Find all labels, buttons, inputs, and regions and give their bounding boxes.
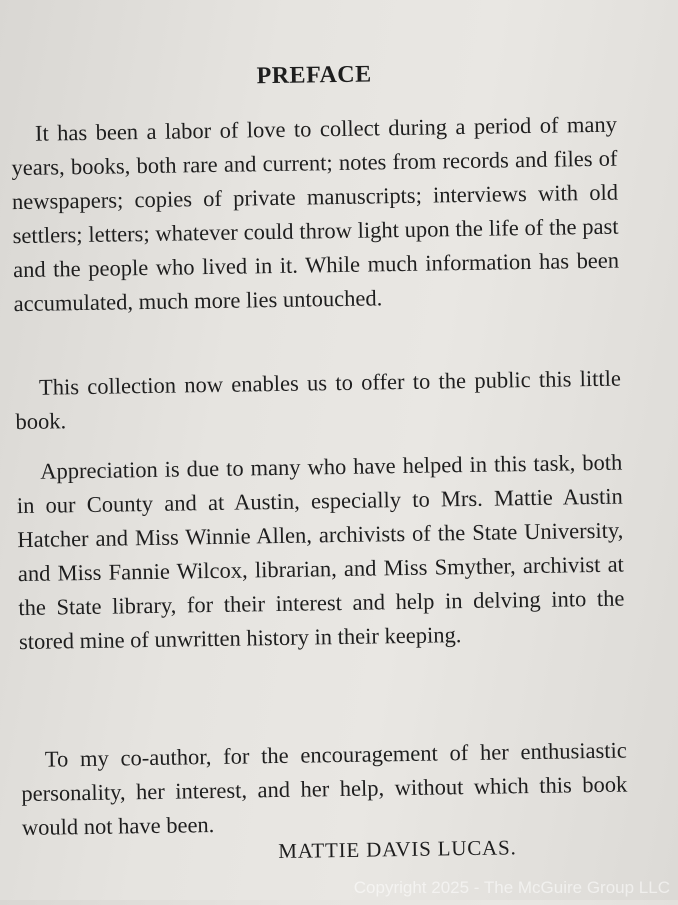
copyright-watermark: Copyright 2025 - The McGuire Group LLC bbox=[353, 878, 670, 897]
paragraph-1: It has been a labor of love to collect during a period of many years, books, both rare and current; notes from records and files of newspapers; copies of private manuscripts; interviews with old settlers; letters; whatever could throw light upon the life of the past and the people who lived in it. While much information has been accumulated, much more lies untouched. bbox=[11, 111, 620, 317]
paragraph-4: To my co-author, for the encouragement of her enthusiastic personality, her interest, and her help, without which this book would not have been. bbox=[21, 737, 628, 841]
author-signature: MATTIE DAVIS LUCAS. bbox=[278, 835, 517, 864]
paragraph-2: This collection now enables us to offer to the public this little book. bbox=[15, 365, 622, 435]
paragraph-3: Appreciation is due to many who have helped in this task, both in our County and at Austin, especially to Mrs. Mattie Austin Hatcher and Miss Winnie Allen, archivists of the State University, and Miss Fannie Wilcox, librarian, and Miss Smyther, archivist at the State library, for their interest and help in delving into the stored mine of unwritten history in their keeping. bbox=[16, 449, 625, 655]
page-title: PREFACE bbox=[256, 61, 372, 90]
